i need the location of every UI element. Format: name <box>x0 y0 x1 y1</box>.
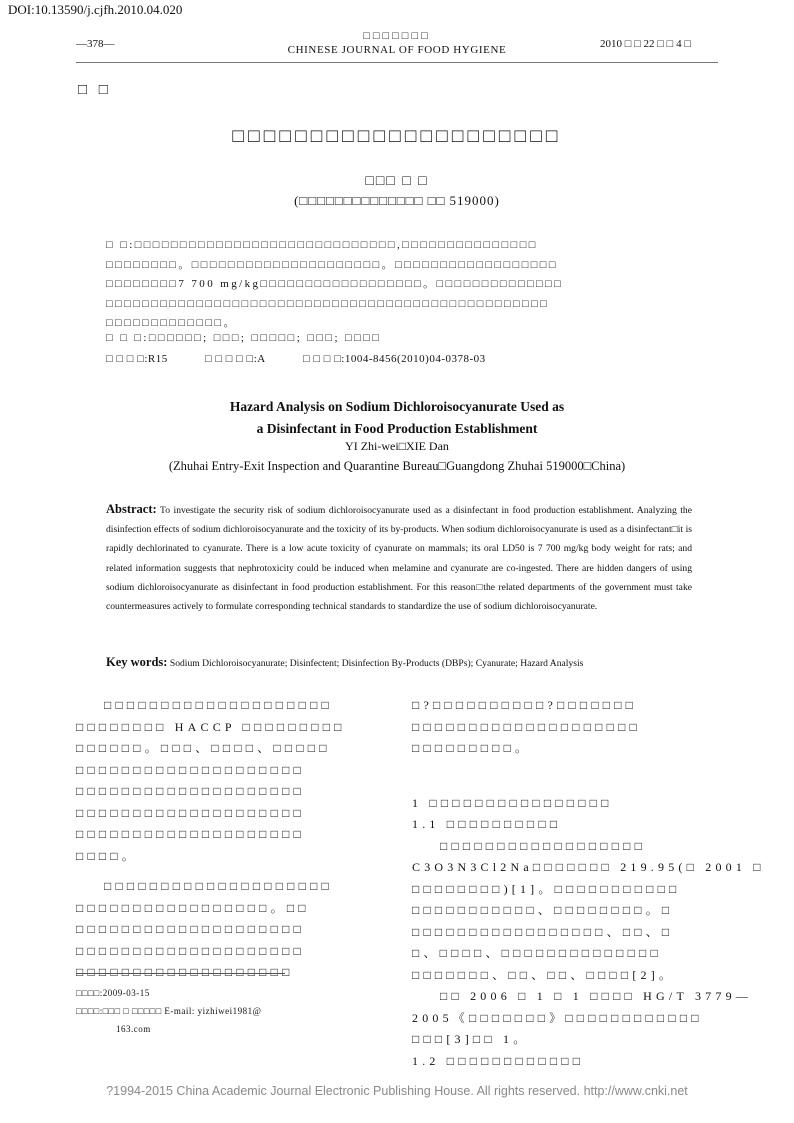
body-line: □□□□□□□□□□□□□□□□□□□□ <box>76 805 305 820</box>
body-line: □□□□□□□□□□□□□□□□□□□□ <box>76 943 305 958</box>
journal-title-cn: □□□□□□□ <box>363 30 431 42</box>
body-right-column <box>412 695 765 1072</box>
classification-line <box>106 353 520 365</box>
body-line: □□□□□□□□□□□□□□□□□。□□ <box>76 900 310 915</box>
body-line: □□□□□□□□□□□□□□□□□、□□、□ <box>412 924 674 939</box>
body-line: □□□□□□□□□□□、□□□□□□□□。□ <box>412 903 674 917</box>
abstract-cn-line: □□□□□□□□7 700 mg/kg□□□□□□□□□□□□□□□□□□。□□□□□□□□□□□□□□ <box>106 278 564 290</box>
article-title-en <box>0 396 794 440</box>
footnote-author: □□□□:□□□ □ □□□□□ E-mail: yizhiwei1981@ <box>76 1006 262 1016</box>
clc-number: □ □ □ □:R15 <box>106 353 168 365</box>
body-line: □□□□□□□、□□、□□、□□□□[2]。 <box>412 967 676 982</box>
section-label: □ □ <box>78 82 112 98</box>
document-code: □ □ □ □ □:A <box>204 353 266 365</box>
body-line: □□□□□□□□□□□□□□□□□□□□ <box>76 827 305 841</box>
body-line: □□□□□□□□□□□□□□□□□□□□ <box>76 784 305 798</box>
authors-cn: □□□ □ □ <box>365 174 429 189</box>
keywords-en <box>106 655 583 670</box>
affiliation-en: (Zhuhai Entry-Exit Inspection and Quarantine Bureau□Guangdong Zhuhai 519000□China) <box>168 459 626 473</box>
issue-info: 2010 □ □ 22 □ □ 4 □ <box>600 38 691 50</box>
section-heading-1-1: 1.1 □□□□□□□□□□ <box>412 817 562 831</box>
keywords-cn: □ □ □:□□□□□□; □□□; □□□□□; □□□; □□□□ <box>106 332 382 344</box>
abstract-cn-line: □□□□□□□□□□□□□□□□□□□□□□□□□□□□□□□□□□□□□□□□□□□□□□□□□ <box>106 297 550 310</box>
body-line: □□□[3]□□ 1。 <box>412 1032 530 1046</box>
body-line: □□□□□□。□□□、□□□□、□□□□□ <box>76 741 331 755</box>
footnote-received: □□□□:2009-03-15 <box>76 988 150 998</box>
keywords-en-text: Sodium Dichloroisocyanurate; Disinfectent; Disinfection By-Products (DBPs); Cyanurate; Hazard Analysis <box>169 658 584 669</box>
footnote-rule <box>76 973 285 974</box>
affiliation-cn: (□□□□□□□□□□□□□□ □□ 519000) <box>294 193 500 208</box>
abstract-cn <box>106 236 696 334</box>
copyright-footer: ?1994-2015 China Academic Journal Electronic Publishing House. All rights reserved. http://www.cnki.net <box>106 1084 688 1098</box>
abstract-cn-line: □□□□□□□□□□□□□。 <box>106 317 237 329</box>
header-rule <box>76 62 718 63</box>
body-line: □□□□□□□□□□□□□□□□□□ <box>440 838 647 853</box>
body-line: □□□□□□□□□□□□□□□□□□□□ <box>104 698 333 712</box>
body-line: C3O3N3Cl2Na□□□□□□□ 219.95(□ 2001 □ <box>412 860 765 874</box>
body-line: □□ 2006 □ 1 □ 1 □□□□ HG/T 3779— <box>440 989 752 1003</box>
body-line: □□□□□□□□□□□□□□□□□□□□ <box>412 719 641 734</box>
body-line: □□□□□□□□)[1]。□□□□□□□□□□□ <box>412 881 681 896</box>
body-line: □?□□□□□□□□□□?□□□□□□□ <box>412 698 638 712</box>
title-en-line: Hazard Analysis on Sodium Dichloroisocyanurate Used as <box>229 399 565 414</box>
title-en-line: a Disinfectant in Food Production Establishment <box>256 421 538 436</box>
body-line: □□□□□□□□□□□□□□□□□□□□ <box>104 879 333 893</box>
authors-en: YI Zhi-wei□XIE Dan <box>345 439 449 453</box>
keywords-en-label: Key words: <box>106 655 168 669</box>
abstract-en-text: To investigate the security risk of sodium dichloroisocyanurate used as a disinfectant in food production establishment. Analyzing the disinfection effects of sodium dichloroisocyanurate and the toxicity of its by-products. When sodium dichloroisocyanurate is used as a disinfectant□it is rapidly dechlorinated to cyanurate. There is a low acute toxicity of cyanurate on mammals; its oral LD50 is 7 700 mg/kg body weight for rats; and related information suggests that nephrotoxicity could be induced when melamine and cyanurate are co-ingested. There are hidden dangers of using sodium dichloroisocyanurate as disinfectant in food production establishment. For this reason□the related departments of the government must take countermeasures actively to formulate corresponding technical standards to standardize the use of sodium dichloroisocyanurate. <box>106 505 692 613</box>
abstract-en <box>106 500 692 616</box>
abstract-cn-line: □ □:□□□□□□□□□□□□□□□□□□□□□□□□□□□□□,□□□□□□□□□□□□□□□ <box>106 239 538 251</box>
body-line: 2005《□□□□□□□》□□□□□□□□□□□□ <box>412 1010 703 1025</box>
article-title-cn: □□□□□□□□□□□□□□□□□□□□□ <box>232 126 562 147</box>
doi-line: DOI:10.13590/j.cjfh.2010.04.020 <box>8 2 183 17</box>
section-heading-1: 1 □□□□□□□□□□□□□□□□ <box>412 795 613 810</box>
body-line: □、□□□□、□□□□□□□□□□□□□□ <box>412 946 662 960</box>
article-id: □ □ □ □:1004-8456(2010)04-0378-03 <box>302 353 486 365</box>
body-line: □□□□。 <box>76 848 138 863</box>
journal-title-en: CHINESE JOURNAL OF FOOD HYGIENE <box>287 44 507 56</box>
page-number: —378— <box>76 38 115 50</box>
footnote-email-domain: 163.com <box>116 1024 151 1034</box>
section-heading-1-2: 1.2 □□□□□□□□□□□□ <box>412 1053 585 1068</box>
body-line: □□□□□□□□ HACCP □□□□□□□□□ <box>76 719 346 734</box>
body-line: □□□□□□□□□□□□□□□□□□□□ <box>76 762 305 777</box>
body-left-column <box>76 695 386 984</box>
body-line: □□□□□□□□□□□□□□□□□□□ <box>76 965 294 979</box>
body-line: □□□□□□□□□□□□□□□□□□□□ <box>76 922 305 936</box>
body-line: □□□□□□□□□。 <box>412 741 532 755</box>
abstract-cn-line: □□□□□□□□。□□□□□□□□□□□□□□□□□□□□□。□□□□□□□□□□□□□□□□□□ <box>106 258 558 271</box>
abstract-en-label: Abstract: <box>106 502 157 516</box>
